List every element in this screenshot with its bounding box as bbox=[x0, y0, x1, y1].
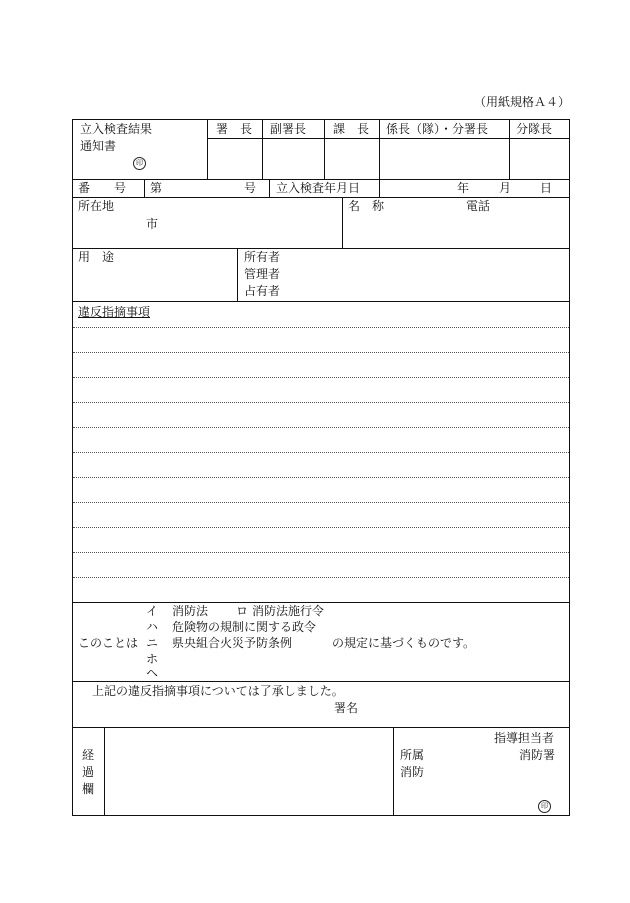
number-prefix: 第 bbox=[150, 181, 163, 195]
ruled-line bbox=[73, 477, 569, 478]
law-mark-ho: ホ bbox=[146, 652, 159, 666]
occupant-label: 占有者 bbox=[244, 284, 281, 298]
law-mark-i: イ bbox=[146, 604, 159, 618]
progress-label-3: 欄 bbox=[82, 782, 95, 796]
frame-right bbox=[569, 119, 570, 816]
number-label: 番 号 bbox=[78, 181, 127, 195]
date-month: 月 bbox=[499, 181, 512, 195]
ruled-line bbox=[73, 327, 569, 328]
date-day: 日 bbox=[540, 181, 553, 195]
paper-size-note: （用紙規格Ａ４） bbox=[474, 95, 571, 109]
officer-fire: 消防 bbox=[400, 765, 425, 779]
title-line-1: 立入検査結果 bbox=[80, 122, 153, 136]
law-fire-service-act: 消防法 bbox=[172, 604, 209, 618]
approval-deputy-chief: 副署長 bbox=[270, 122, 307, 136]
officer-title: 指導担当者 bbox=[494, 731, 555, 745]
approval-subsection-head: 係長（隊）・分署長 bbox=[386, 122, 489, 136]
title-seal: 印 bbox=[133, 157, 146, 170]
ruled-line bbox=[73, 427, 569, 428]
ruled-line bbox=[73, 502, 569, 503]
law-fire-service-order: 消防法施行令 bbox=[252, 604, 325, 618]
approval-header-divider bbox=[207, 138, 569, 139]
approval-section-head: 課 長 bbox=[333, 122, 370, 136]
officer-seal: 印 bbox=[538, 800, 551, 813]
officer-affiliation: 所属 bbox=[400, 748, 425, 762]
phone-label: 電話 bbox=[466, 199, 491, 213]
frame-bottom bbox=[72, 815, 569, 816]
acknowledgement-text: 上記の違反指摘事項については了承しました。 bbox=[92, 684, 344, 698]
law-fire-prevention-ordinance: 県央組合火災予防条例 bbox=[172, 636, 293, 650]
ruled-line bbox=[73, 552, 569, 553]
location-label: 所在地 bbox=[78, 199, 115, 213]
law-lead-text: このことは bbox=[78, 636, 139, 650]
date-year: 年 bbox=[457, 181, 470, 195]
ruled-line bbox=[73, 377, 569, 378]
approval-squad-leader: 分隊長 bbox=[516, 122, 553, 136]
violations-label: 違反指摘事項 bbox=[78, 305, 151, 319]
owner-label: 所有者 bbox=[244, 250, 281, 264]
name-label: 名 称 bbox=[348, 199, 385, 213]
approval-chief: 署 長 bbox=[216, 122, 253, 136]
law-hazmat-order: 危険物の規制に関する政令 bbox=[172, 620, 317, 634]
signature-label: 署名 bbox=[334, 701, 359, 715]
ruled-line bbox=[73, 577, 569, 578]
law-mark-he: ヘ bbox=[146, 666, 159, 680]
progress-label-1: 経 bbox=[82, 748, 95, 762]
frame-top bbox=[72, 119, 569, 120]
ruled-line bbox=[73, 352, 569, 353]
law-mark-ha: ハ bbox=[146, 620, 159, 634]
progress-label-2: 過 bbox=[82, 765, 95, 779]
law-tail-text: の規定に基づくものです。 bbox=[332, 636, 476, 650]
use-label: 用 途 bbox=[78, 250, 115, 264]
law-mark-ni: ニ bbox=[146, 636, 159, 650]
ruled-line bbox=[73, 452, 569, 453]
law-mark-ro: ロ bbox=[236, 604, 249, 618]
inspection-date-label: 立入検査年月日 bbox=[276, 181, 361, 195]
number-suffix: 号 bbox=[244, 181, 257, 195]
ruled-line bbox=[73, 402, 569, 403]
frame-left bbox=[72, 119, 73, 816]
officer-station: 消防署 bbox=[519, 748, 556, 762]
manager-label: 管理者 bbox=[244, 267, 281, 281]
ruled-line bbox=[73, 527, 569, 528]
location-city: 市 bbox=[146, 217, 159, 231]
title-line-2: 通知書 bbox=[80, 139, 117, 153]
